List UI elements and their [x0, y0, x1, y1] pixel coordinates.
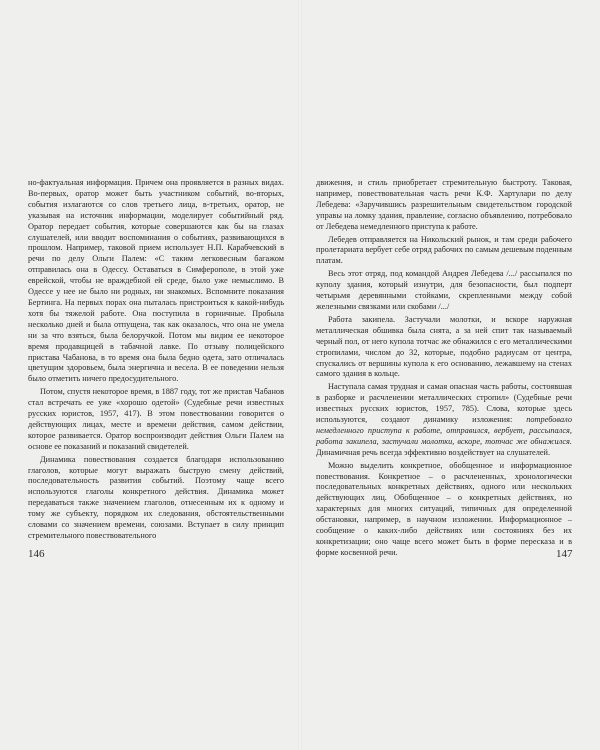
- italic-run: потребовало немедленного приступа к работе, отправился, вербует, рассыпался, работа закипела, застучали молотки, вскоре, тотчас же обнажился.: [316, 415, 572, 446]
- right-paragraph-1: [316, 178, 572, 233]
- left-page-number: 146: [28, 548, 45, 560]
- text-run: движения, и стиль приобретает стремительную быстроту. Таковая, например, повествовательная часть речи К.Ф. Хартулари по делу Лебедева: «Заручившись разрешительным свидетельством городской управы на ломку здания, правление, согласно объявлению, потребовало от Лебедева немедленного приступа к работе.: [316, 178, 572, 231]
- right-paragraph-3: [316, 269, 572, 313]
- left-page: [28, 178, 284, 542]
- right-page-number: 147: [556, 548, 573, 560]
- book-gutter: [298, 0, 302, 750]
- right-paragraph-4: [316, 315, 572, 380]
- right-paragraph-2: [316, 235, 572, 268]
- text-run: Лебедев отправляется на Никольский рынок, и там среди рабочего пролетариата вербует себе отряд рабочих по самым дешевым поденным платам.: [316, 234, 572, 266]
- right-page: [316, 178, 572, 559]
- right-paragraph-6: [316, 461, 572, 559]
- left-paragraph-2: Потом, спустя некоторое время, в 1887 году, тот же пристав Чабанов стал встречать ее уже «хорошо одетой» (Судебные речи известных русских юристов, 1957, 417). В этом повествовании говорится о действующих лицах, месте и времени действия, самом действии, которое развивается. Оратор воспроизводит действия Ольги Палем на основе ее показаний и показаний свидетелей.: [28, 387, 284, 451]
- text-run: Весь этот отряд, под командой Андрея Лебедева /.../ рассыпался по куполу здания, который изнутри, для безопасности, был подперт четырьмя деревянными стойками, скрепленными между собой железными связками или скобами /.../: [316, 269, 572, 311]
- left-paragraph-1: но-фактуальная информация. Причем она проявляется в разных видах. Во-первых, оратор может быть участником событий, во-вторых, события излагаются со слов третьего лица, в-третьих, оратор, не указывая на источник информации, моделирует событийный ряд. Оратор передает события, которые совершаются как бы на глазах слушателей, или вводит воспоминания о событиях, развивающихся в прошлом. Например, таковой прием использует Н.П. Карабчевский в речи по делу Ольги Палем: «С таким легковесным багажом отправилась она в Одессу. Оставаться в Симферополе, в этой уже еврейской, чтобы не враждебной ей среде, было уже немыслимо. В Одессе у нее не было ни родных, ни знакомых. Вспомните показания Бертинга. На первых порах она пыталась пристроиться к какой-нибудь хотя бы тяжелой работе. Она поступила в горничные. Пробыла несколько дней и была отпущена, так как оказалось, что она не умела ни за что взяться, была белоручкой. Потом мы видим ее некоторое время продавщицей в табачной лавке. По отзыву полицейского пристава Чабанова, в то время она была бедно одета, зато отличалась цветущим здоровьем, была энергична и весела. В ее поведении нельзя было отметить ничего предосудительного.: [28, 178, 284, 384]
- text-run: Наступала самая трудная и самая опасная часть работы, состоявшая в разборке и расчленении металлических стропил» (Судебные речи известных русских юристов, 1957, 785). Слова, которые здесь используются, создают динамику изложения:: [316, 382, 572, 425]
- left-paragraph-3: Динамика повествования создается благодаря использованию глаголов, которые могут выражать быструю смену действий, последовательность развития событий. Поэтому чаще всего используются глаголы конкретного действия. Динамика может передаваться также значением глаголов, отнесенным их к одному и тому же субъекту, порядком их следования, обстоятельственными словами со значением времени, союзами. Вступает в силу принцип стремительного повествовательного: [28, 454, 284, 540]
- right-paragraph-5: [316, 382, 572, 458]
- text-run: Динамичная речь всегда эффективно воздействует на слушателей.: [316, 447, 551, 457]
- text-run: Работа закипела. Застучали молотки, и вскоре наружная металлическая обшивка была снята, а за ней спит так называемый черный пол, от него купола тотчас же обнажился с его металлическими стропилами, числом до 32, которые, подобно радиусам от центра, спускались от вершины купола к его основанию, лежавшему на стенах самого здания в кольце.: [316, 314, 572, 379]
- text-run: Можно выделить конкретное, обобщенное и информационное повествования. Конкретное – о расчлененных, хронологически последовательных конкретных действиях, одного или нескольких действующих лиц. Обобщенное – о конкретных действиях, но характерных для многих ситуаций, типичных для определенной обстановки, например, в научном изложении. Информационное – сообщение о каких-либо действиях или состояниях без их конкретизации; оно чаще всего может быть в форме пересказа и в форме косвенной речи.: [316, 460, 572, 557]
